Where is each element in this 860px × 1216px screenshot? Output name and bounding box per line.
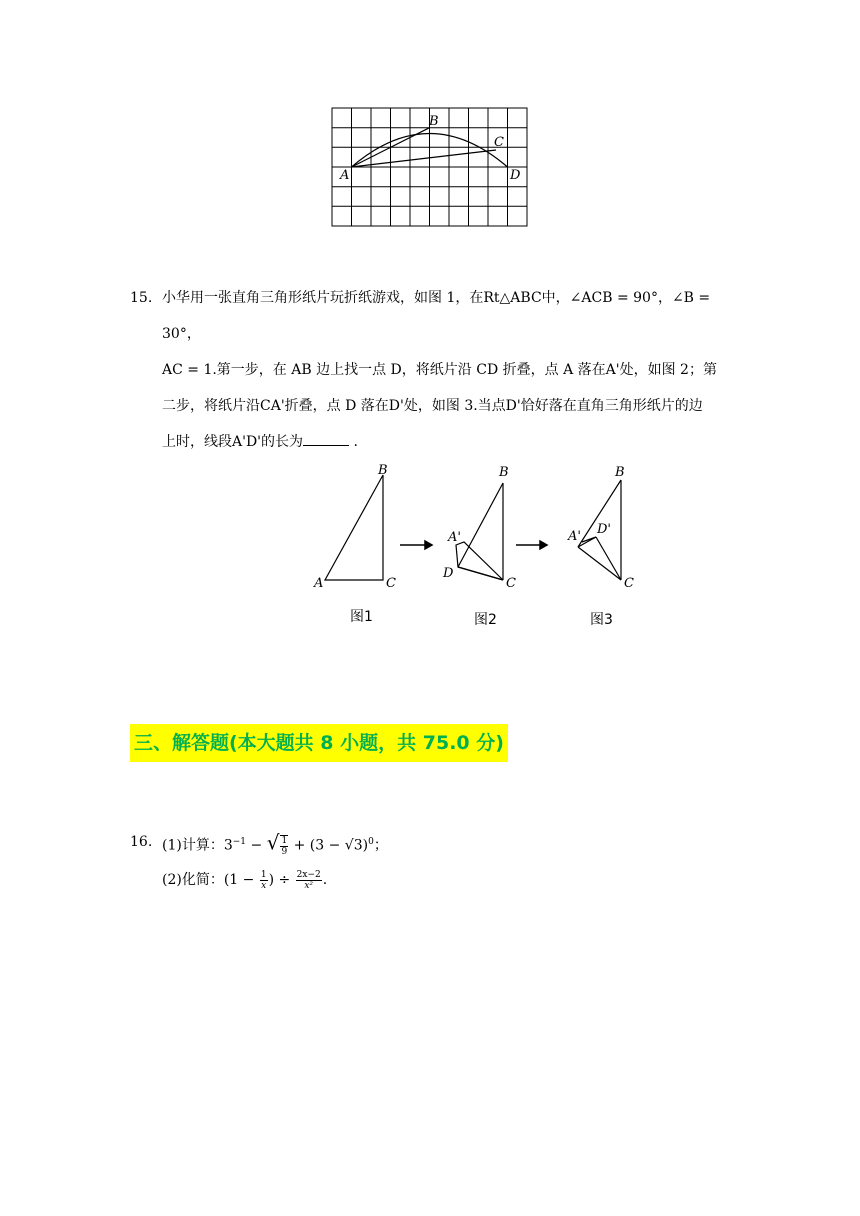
fig2-label-c: C	[506, 576, 516, 591]
fig1-label-b: B	[378, 463, 388, 478]
expr-mid: ) ÷	[268, 872, 295, 888]
expr-exponent: 0	[368, 837, 374, 847]
fig1-label-c: C	[386, 576, 396, 591]
q15-line-2: AC = 1.第一步，在 AB 边上找一点 D，将纸片沿 CD 折叠，点 A 落在A'处，如图 2；第	[162, 362, 717, 378]
fraction-1	[260, 870, 268, 891]
expr-open: (1 −	[223, 872, 259, 888]
question-16	[130, 824, 750, 900]
q16-part-1	[162, 824, 750, 860]
fig2-label-a-prime: A'	[448, 530, 461, 545]
grid-arc-figure	[320, 100, 550, 235]
question-number: 15.	[130, 290, 153, 306]
fraction-numerator: 1	[281, 835, 288, 846]
q15-line-4-end: .	[349, 434, 358, 450]
fraction-numerator: 2x−2	[296, 869, 321, 880]
fig1-label-a: A	[314, 576, 324, 591]
fraction-denominator: x²	[304, 880, 314, 891]
fig3-caption: 图3	[590, 612, 613, 628]
fraction-denominator: x	[261, 880, 267, 891]
q15-line-4-text: 上时，线段A'D'的长为	[162, 434, 304, 450]
answer-blank[interactable]	[303, 431, 349, 446]
point-label-b: B	[429, 114, 439, 129]
expr-exponent: −1	[232, 837, 247, 847]
section-title: 三、解答题(本大题共 8 小题，共 75.0 分)	[130, 724, 508, 762]
part-2-label: (2)化简：	[162, 872, 224, 888]
fraction-denominator: 9	[281, 846, 288, 857]
point-label-d: D	[510, 168, 521, 183]
fig1-caption: 图1	[350, 609, 373, 625]
expr-end: .	[322, 872, 328, 888]
fig3-label-a-prime: A'	[568, 529, 581, 544]
q15-line-3: 二步，将纸片沿CA'折叠，点 D 落在D'处，如图 3.当点D'恰好落在直角三角形纸片的边	[162, 398, 703, 414]
expr-term-b: + (3 − √3)	[289, 837, 369, 854]
question-number: 16.	[130, 834, 153, 850]
part-1-label: (1)计算：	[162, 837, 224, 854]
fig2-label-d: D	[443, 566, 454, 581]
point-label-a: A	[340, 168, 350, 183]
point-label-c: C	[494, 135, 504, 150]
fig3-label-b: B	[615, 465, 625, 480]
figure-2	[456, 483, 503, 580]
fraction-2	[296, 870, 322, 891]
expr-minus: −	[246, 837, 267, 854]
fraction-numerator: 1	[260, 869, 267, 880]
fig3-label-d-prime: D'	[597, 522, 611, 537]
figure-1	[325, 475, 383, 580]
sqrt-icon: √	[266, 830, 280, 855]
q16-part-2	[162, 860, 750, 900]
arrow-right-icon	[400, 541, 432, 549]
fig2-label-b: B	[499, 465, 509, 480]
sqrt-fraction	[280, 835, 288, 857]
question-15	[130, 280, 750, 460]
fig3-label-c: C	[624, 576, 634, 591]
expr-end: ；	[373, 837, 388, 854]
q15-line-1: 小华用一张直角三角形纸片玩折纸游戏，如图 1，在Rt△ABC中，∠ACB = 90°，∠B = 30°，	[162, 290, 711, 342]
arrow-right-icon	[516, 541, 547, 549]
fig2-caption: 图2	[474, 612, 497, 628]
expr-base: 3	[223, 837, 233, 854]
